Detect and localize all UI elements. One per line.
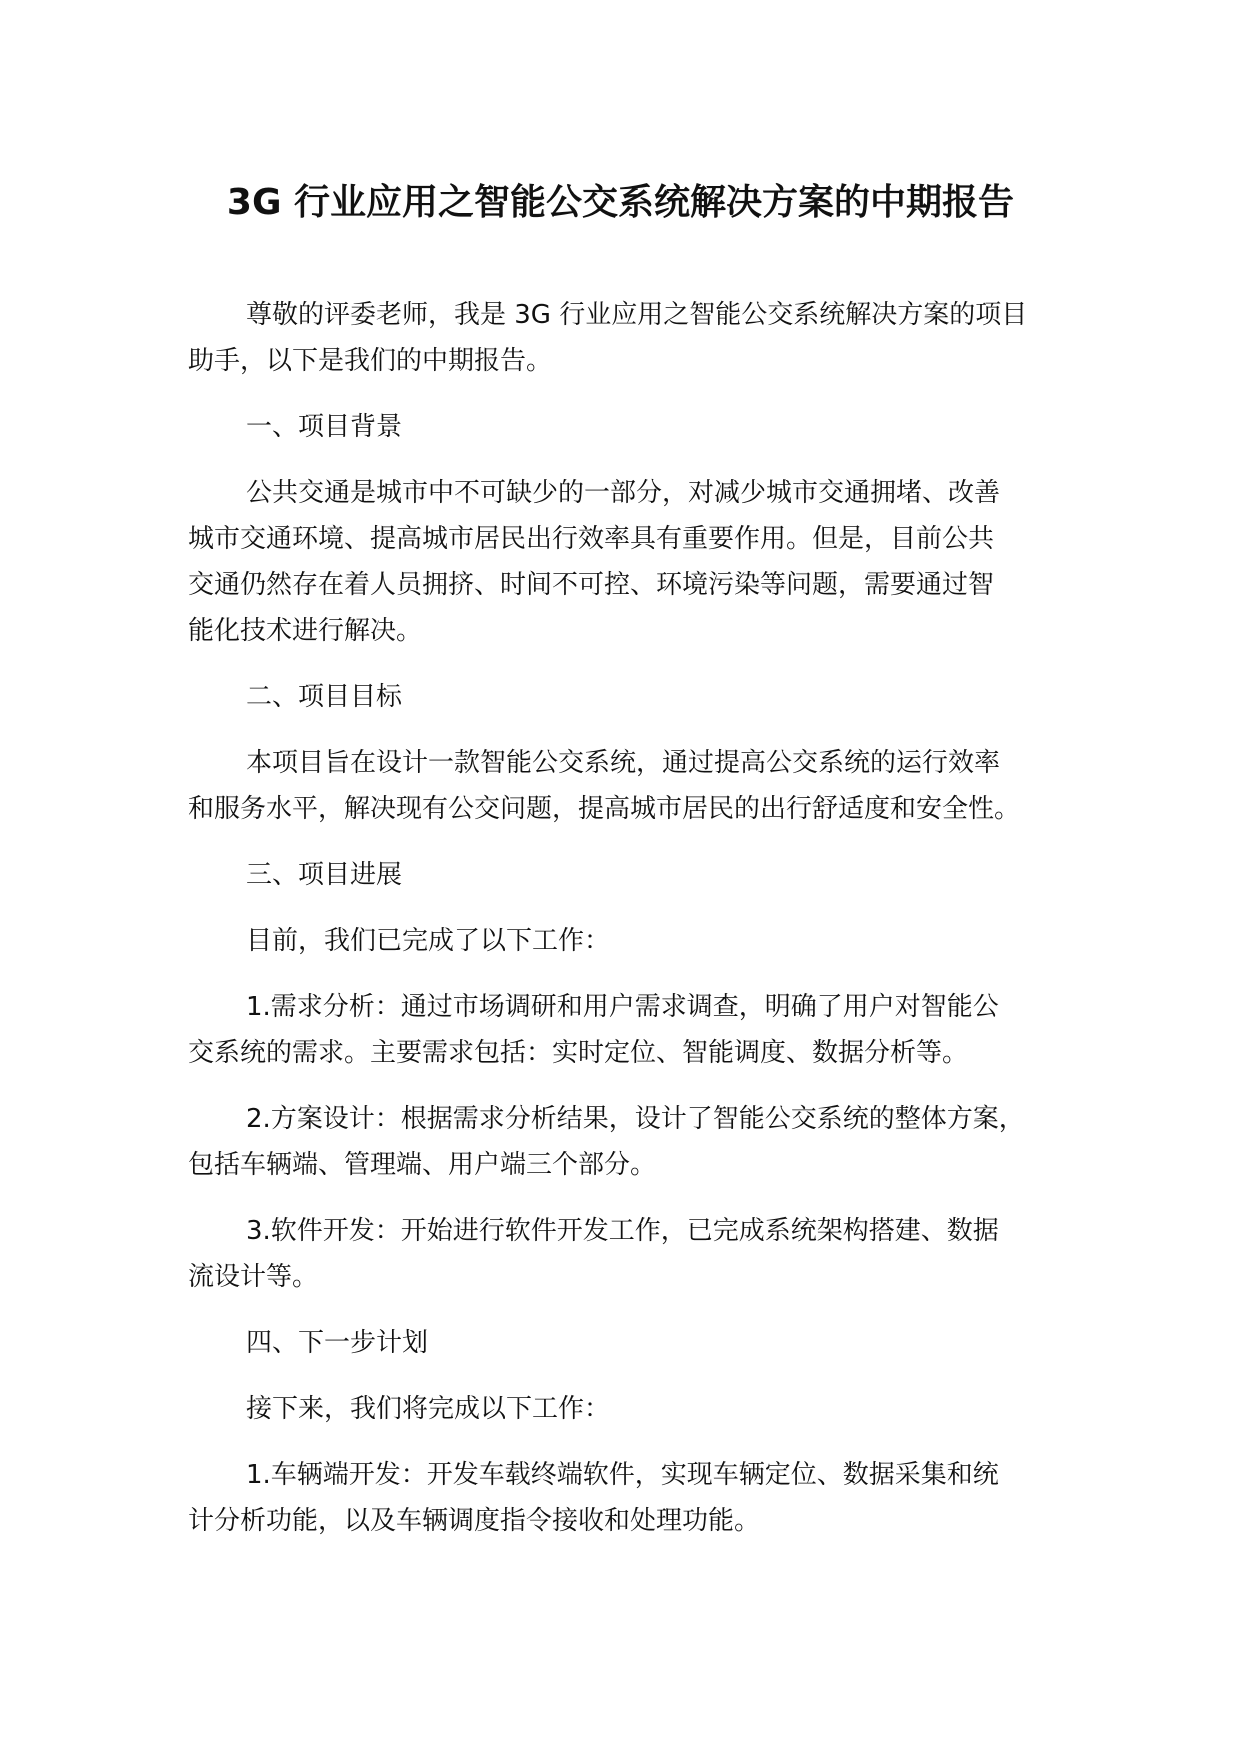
paragraph-next-plan-intro: 接下来，我们将完成以下工作：	[246, 1394, 611, 1424]
paragraph-goals: 本项目旨在设计一款智能公交系统，通过提高公交系统的运行效率 和服务水平，解决现有公交问题，提高城市居民的出行舒适度和安全性。	[188, 748, 1021, 824]
paragraph-intro: 尊敬的评委老师，我是 3G 行业应用之智能公交系统解决方案的项目 助手，以下是我们的中期报告。	[188, 300, 1028, 376]
document-title: 3G 行业应用之智能公交系统解决方案的中期报告	[226, 182, 1015, 223]
list-item-requirements: 1.需求分析：通过市场调研和用户需求调查，明确了用户对智能公 交系统的需求。主要需求包括：实时定位、智能调度、数据分析等。	[188, 992, 999, 1068]
paragraph-progress-intro: 目前，我们已完成了以下工作：	[246, 926, 611, 956]
list-item-development: 3.软件开发：开始进行软件开发工作，已完成系统架构搭建、数据 流设计等。	[188, 1216, 999, 1292]
list-item-vehicle-end: 1.车辆端开发：开发车载终端软件，实现车辆定位、数据采集和统 计分析功能，以及车辆调度指令接收和处理功能。	[188, 1460, 999, 1536]
document-body	[188, 292, 1088, 1564]
section-heading-progress: 三、项目进展	[246, 860, 403, 890]
paragraph-background: 公共交通是城市中不可缺少的一部分，对减少城市交通拥堵、改善 城市交通环境、提高城市居民出行效率具有重要作用。但是，目前公共 交通仍然存在着人员拥挤、时间不可控、环境污染等问题，需要通过智 能化技术进行解决。	[188, 478, 1001, 646]
list-item-design: 2.方案设计：根据需求分析结果，设计了智能公交系统的整体方案， 包括车辆端、管理端、用户端三个部分。	[188, 1104, 1025, 1180]
section-heading-next-plan: 四、下一步计划	[246, 1328, 429, 1358]
section-heading-background: 一、项目背景	[246, 412, 403, 442]
section-heading-goals: 二、项目目标	[246, 682, 403, 712]
